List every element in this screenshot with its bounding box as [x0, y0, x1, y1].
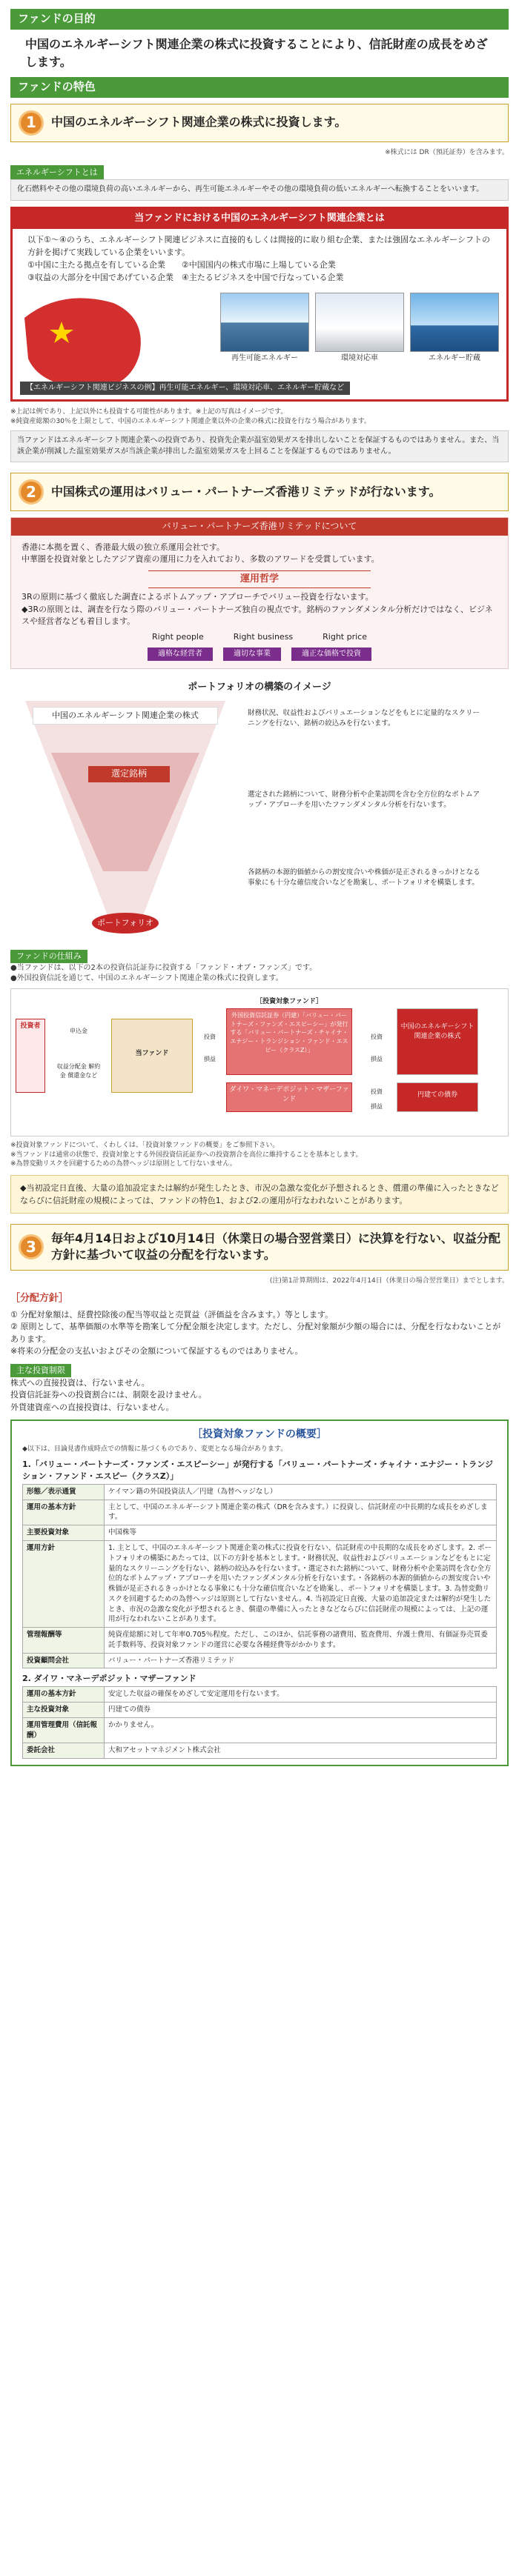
- limit-note: ※純資産総額の30％を上限として、中国のエネルギーシフト関連企業以外の企業の株式に投資を行なう場合があります。: [10, 417, 371, 425]
- philosophy-title: 運用哲学: [148, 570, 371, 589]
- energy-storage-image: [410, 293, 499, 352]
- photo-note: ※上記は例であり、上記以外にも投資する可能性があります。※上記の写真はイメージです。: [10, 408, 288, 416]
- energy-shift-label: エネルギーシフトとは: [10, 165, 104, 180]
- funnel-desc: 選定された銘柄について、財務分析や企業訪問を含む全方位的なボトムアップ・アプローチを用いたファンダメンタル分析を行ないます。: [248, 791, 480, 809]
- row-header: 形態／表示通貨: [23, 1484, 105, 1500]
- policy-line: ① 分配対象額は、経費控除後の配当等収益と売買益（評価益を含みます。）等とします。: [10, 1309, 334, 1319]
- row-header: 投資顧問会社: [23, 1653, 105, 1668]
- row-header: 運用の基本方針: [23, 1687, 105, 1703]
- mother-fund-box: ダイワ・マネーデポジット・マザーファンド: [226, 1082, 352, 1112]
- limit-line: 外貨建資産への直接投資は、行ないません。: [10, 1402, 174, 1412]
- caption: エネルギー貯蔵: [429, 354, 480, 363]
- policy-title: ［分配方針］: [10, 1292, 69, 1304]
- table-row: [23, 1717, 497, 1743]
- feature-3: [10, 1224, 509, 1271]
- table-row: [23, 1687, 497, 1703]
- eco-car-image: [315, 293, 404, 352]
- table-row: [23, 1653, 497, 1668]
- row-value: 1. 主として、中国のエネルギーシフト関連企業の株式に投資を行ない、信託財産の中長期的な成長をめざします。2. ポートフォリオの構築にあたっては、以下の方針を基本とします。・財務状況、収益性およびバリュエーションなどをもとに定量的なスクリーニングを行ない、銘柄の絞込みを行ないます。・選定された銘柄について、財務分析や企業訪問を含む全方位的なボトムアップ・アプローチを用いたファンダメンタル分析を行ないます。・各銘柄の本源的価値からの割安度合いや株価が是正されるきっかけとなる事象にも十分な確信度合いなどを勘案し、ポートフォリオを構築します。3. 為替変動リスクを回避するための為替ヘッジは原則として行ないません。4. 当初設定日直後、大量の追加設定または解約が発生したとき、市況の急激な変化が予想されるとき、償還の準備に入ったときなどならびに信託財産の規模によっては、上記の運用が行なわれないことがあります。: [105, 1540, 497, 1627]
- row-value: 純資産総額に対して年率0.705％程度。ただし、このほか、信託事務の諸費用、監査費用、弁護士費用、有価証券売買委託手数料等、投資対象ファンドの運営に必要な各種経費等がかかります。: [105, 1628, 497, 1654]
- row-value: ケイマン籍の外国投資法人／円建（為替ヘッジなし）: [105, 1484, 497, 1500]
- purpose-title: ファンドの目的: [10, 9, 509, 30]
- row-header: 運用の基本方針: [23, 1500, 105, 1525]
- energy-companies-box: [10, 207, 509, 402]
- business-example: 【エネルギーシフト関連ビジネスの例】再生可能エネルギー、環境対応車、エネルギー貯蔵など: [20, 382, 350, 396]
- scheme-note: ※投資対象ファンドについて、くわしくは、「投資対象ファンドの概要」をご参照下さい。: [10, 1142, 280, 1150]
- feature-number-3: 3: [19, 1234, 44, 1259]
- funnel-mid-label: 選定銘柄: [88, 766, 170, 782]
- limit-line: 投資信託証券への投資割合には、制限を設けません。: [10, 1390, 207, 1400]
- philosophy-text: 3Rの原則に基づく徹底した調査によるボトムアップ・アプローチでバリュー投資を行ないます。: [22, 592, 374, 602]
- row-header: 主な投資対象: [23, 1703, 105, 1718]
- policy-line: ※将来の分配金の支払いおよびその金額について保証するものではありません。: [10, 1346, 303, 1357]
- feature-3-text: 毎年4月14日および10月14日（休業日の場合翌営業日）に決算を行ない、収益分配方針に基づいて収益の分配を行ないます。: [51, 1231, 500, 1262]
- limit-line: 株式への直接投資は、行ないません。: [10, 1377, 150, 1388]
- fund2-table: [22, 1686, 497, 1759]
- renewable-energy-image: [220, 293, 309, 352]
- caption: 環境対応車: [341, 354, 378, 363]
- disclaimer-box: 当ファンドはエネルギーシフト関連企業への投資であり、投資先企業が温室効果ガスを排出しないことを保証するものではありません。また、当該企業が削減した温室効果ガスが当該企業が排出した温室効果ガスを上回ることを保証するものではありません。: [10, 430, 509, 462]
- table-row: [23, 1525, 497, 1541]
- funnel-desc: 各銘柄の本源的価値からの割安度合いや株価が是正されるきっかけとなる事象にも十分な確信度合いなどを勘案し、ポートフォリオを構築します。: [248, 868, 480, 887]
- right-business-label: 適切な事業: [223, 648, 281, 662]
- table-row: [23, 1628, 497, 1654]
- fund-box: 当ファンド: [111, 1019, 193, 1093]
- portfolio-funnel: [10, 701, 509, 945]
- box-line: 以下①～④のうち、エネルギーシフト関連ビジネスに直接的もしくは間接的に取り組む企業、または強固なエネルギーシフトの方針を掲げて実践している企業をいいます。: [27, 234, 490, 257]
- flow-label: 損益: [371, 1056, 383, 1063]
- funnel-desc: 財務状況、収益性およびバリュエーションなどをもとに定量的なスクリーニングを行ない、銘柄の絞込みを行ないます。: [248, 709, 480, 728]
- flow-label: 申込金: [70, 1028, 87, 1035]
- feature-number-2: 2: [19, 479, 44, 505]
- overview-title: ［投資対象ファンドの概要］: [192, 1428, 327, 1441]
- row-value: 主として、中国のエネルギーシフト関連企業の株式（DRを含みます。）に投資し、信託財産の中長期的な成長をめざします。: [105, 1500, 497, 1525]
- row-header: 運用管理費用（信託報酬）: [23, 1717, 105, 1743]
- flow-label: 投資: [371, 1034, 383, 1041]
- right-people: Right people: [152, 631, 204, 642]
- caption: 再生可能エネルギー: [231, 354, 298, 363]
- right-business: Right business: [233, 631, 294, 642]
- table-row: [23, 1743, 497, 1759]
- flow-label: 損益: [371, 1103, 383, 1111]
- feature-2: [10, 473, 509, 511]
- flow-label: 損益: [204, 1056, 216, 1063]
- overview-intro: ◆以下は、目論見書作成時点での情報に基づくものであり、変更となる場合があります。: [22, 1445, 288, 1454]
- table-row: [23, 1500, 497, 1525]
- three-r-text: ◆3Rの原則とは、調査を行なう際のバリュー・パートナーズ独自の視点です。銘柄のファンダメンタル分析だけではなく、ビジネスや経営者なども着目します。: [22, 604, 493, 627]
- value-partners-title: バリュー・パートナーズ香港リミテッドについて: [11, 518, 508, 535]
- foreign-fund-box: 外国投資信託証券（円建）「バリュー・パートナーズ・ファンズ・エスピーシー」が発行する「バリュー・パートナーズ・チャイナ・エナジー・トランジション・ファンド・エスピー（クラスZ）」: [226, 1008, 352, 1075]
- right-price: Right price: [323, 631, 367, 642]
- scheme-diagram: [10, 988, 509, 1136]
- scheme-line: ●当ファンドは、以下の2本の投資信託証券に投資する「ファンド・オブ・ファンズ」です。: [10, 964, 317, 973]
- feature-1-text: 中国のエネルギーシフト関連企業の株式に投資します。: [51, 115, 347, 130]
- bullet: 香港に本拠を置く、香港最大級の独立系運用会社です。: [22, 542, 225, 552]
- row-value: 中国株等: [105, 1525, 497, 1541]
- energy-box-title: 当ファンドにおける中国のエネルギーシフト関連企業とは: [13, 209, 506, 229]
- row-value: バリュー・パートナーズ香港リミテッド: [105, 1653, 497, 1668]
- portfolio-title: ポートフォリオの構築のイメージ: [188, 682, 331, 693]
- row-value: 安定した収益の確保をめざして安定運用を行ないます。: [105, 1687, 497, 1703]
- row-value: 大和アセットマネジメント株式会社: [105, 1743, 497, 1759]
- value-partners-box: [10, 517, 509, 669]
- feature-2-text: 中国株式の運用はバリュー・パートナーズ香港リミテッドが行ないます。: [51, 485, 441, 499]
- fund2-title: 2. ダイワ・マネーデポジット・マザーファンド: [22, 1674, 196, 1684]
- warning-box: ◆当初設定日直後、大量の追加設定または解約が発生したとき、市況の急激な変化が予想されるとき、償還の準備に入ったときなどならびに信託財産の規模によっては、ファンドの特色1、および2.の運用が行なわれないことがあります。: [10, 1175, 509, 1214]
- right-people-label: 適格な経営者: [148, 648, 213, 662]
- feature-number-1: 1: [19, 110, 44, 136]
- flow-label: 投資: [204, 1034, 216, 1041]
- flow-label: 投資: [371, 1088, 383, 1096]
- investor-box: 投資者: [16, 1019, 45, 1093]
- row-header: 運用方針: [23, 1540, 105, 1627]
- overview-box: [10, 1420, 509, 1766]
- period-note: (注)第1計算期間は、2022年4月14日（休業日の場合翌営業日）までとします。: [269, 1277, 509, 1285]
- bullet: 中華圏を投資対象としたアジア資産の運用に力を入れており、多数のアワードを受賞しています。: [22, 554, 380, 565]
- dr-note: ※株式には DR（預託証券）を含みます。: [385, 148, 509, 156]
- china-stocks-box: 中国のエネルギーシフト関連企業の株式: [397, 1008, 478, 1075]
- funnel-bottom-label: ポートフォリオ: [96, 918, 153, 928]
- target-label: ［投資対象ファンド］: [256, 998, 323, 1006]
- funnel-graphic: [25, 701, 233, 945]
- table-row: [23, 1540, 497, 1627]
- fund1-title: 1.「バリュー・パートナーズ・ファンズ・エスピーシー」が発行する「バリュー・パートナーズ・チャイナ・エナジー・トランジション・ファンド・エスピー（クラスZ）」: [22, 1460, 494, 1481]
- row-value: 円建ての債券: [105, 1703, 497, 1718]
- scheme-note: ※為替変動リスクを回避するための為替ヘッジは原則として行ないません。: [10, 1160, 237, 1168]
- flow-label: 収益分配金 解約金 償還金など: [56, 1063, 101, 1079]
- scheme-title: ファンドの仕組み: [10, 950, 87, 963]
- policy-line: ② 原則として、基準価額の水準等を勘案して分配金額を決定します。ただし、分配対象額が少額の場合には、分配を行なわないことがあります。: [10, 1322, 501, 1344]
- row-header: 管理報酬等: [23, 1628, 105, 1654]
- energy-shift-desc: 化石燃料やその他の環境負荷の高いエネルギーから、再生可能エネルギーやその他の環境負荷の低いエネルギーへ転換することをいいます。: [10, 179, 509, 201]
- funnel-top-label: 中国のエネルギーシフト関連企業の株式: [33, 707, 218, 725]
- purpose-text: 中国のエネルギーシフト関連企業の株式に投資することにより、信託財産の成長をめざします。: [25, 36, 488, 69]
- yen-bonds-box: 円建ての債券: [397, 1082, 478, 1112]
- limit-title: 主な投資制限: [10, 1364, 71, 1377]
- box-line: ③収益の大部分を中国であげている企業 ④主たるビジネスを中国で行なっている企業: [27, 272, 344, 282]
- row-header: 主要投資対象: [23, 1525, 105, 1541]
- row-header: 委託会社: [23, 1743, 105, 1759]
- table-row: [23, 1484, 497, 1500]
- feature-1: [10, 104, 509, 142]
- box-line: ①中国に主たる拠点を有している企業 ②中国国内の株式市場に上場している企業: [27, 259, 336, 270]
- table-row: [23, 1703, 497, 1718]
- scheme-line: ●外国投資信託を通じて、中国のエネルギーシフト関連企業の株式に投資します。: [10, 974, 283, 983]
- features-title: ファンドの特色: [10, 77, 509, 98]
- fund1-table: [22, 1484, 497, 1668]
- right-price-label: 適正な価格で投資: [291, 648, 371, 662]
- row-value: かかりません。: [105, 1717, 497, 1743]
- scheme-note: ※当ファンドは通常の状態で、投資対象とする外国投資信託証券への投資割合を高位に維持することを基本とします。: [10, 1151, 363, 1159]
